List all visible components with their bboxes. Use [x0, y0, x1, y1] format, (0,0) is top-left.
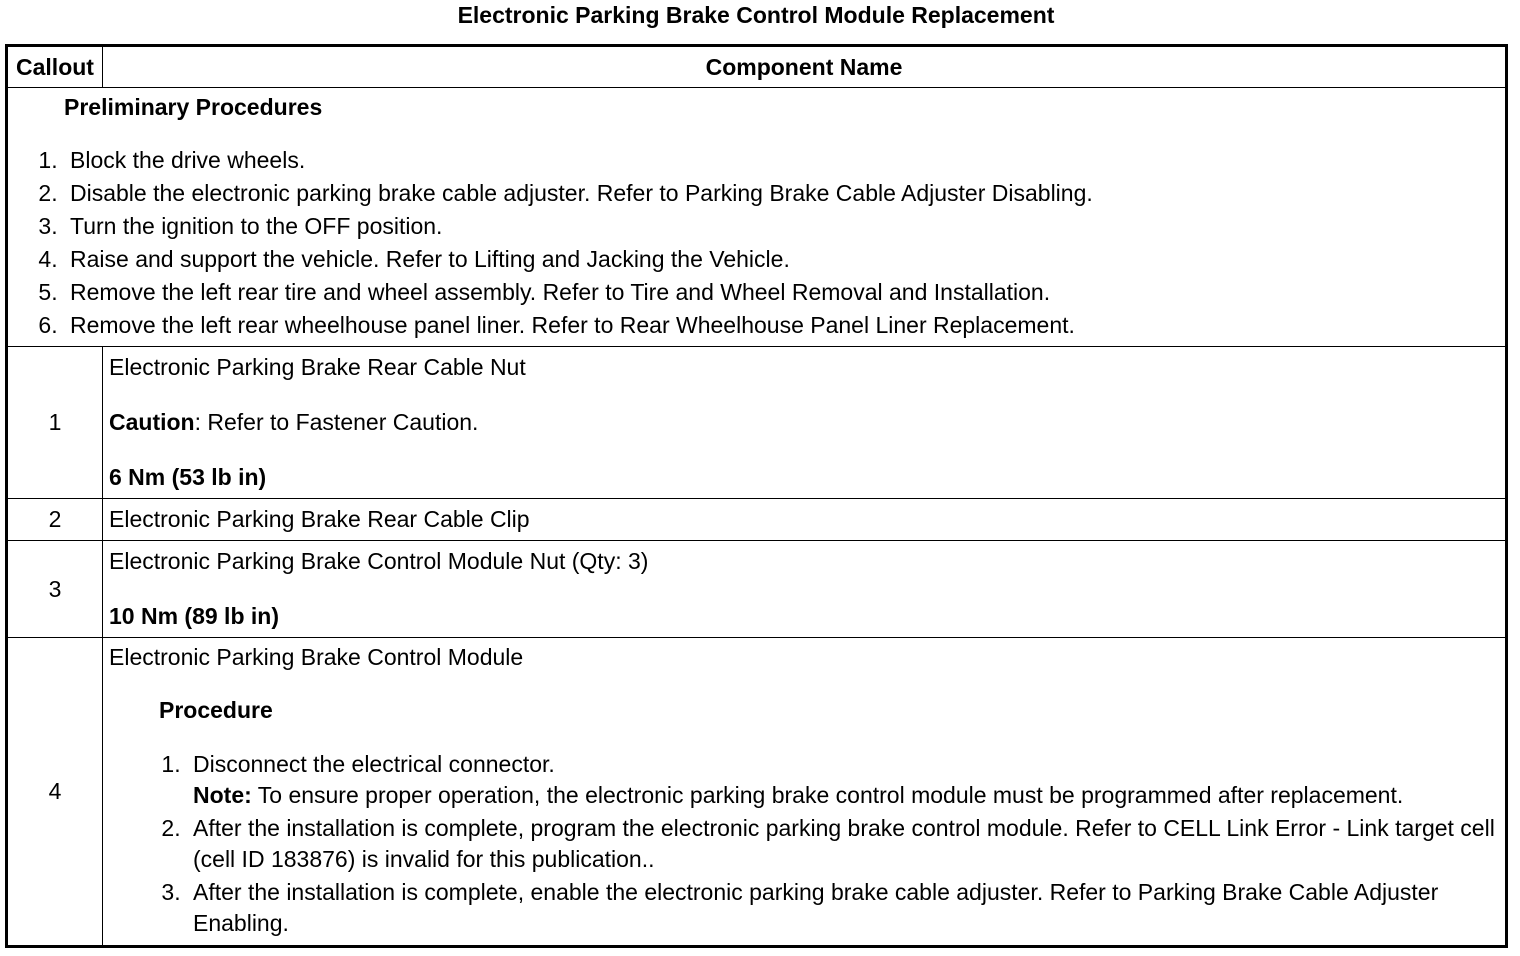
component-cell [103, 638, 1507, 947]
caution-line [109, 407, 1499, 438]
component-cell [103, 499, 1507, 541]
preliminary-heading: Preliminary Procedures [64, 94, 323, 120]
component-cell [103, 541, 1507, 638]
table-row [7, 347, 1507, 499]
step-text: Disconnect the electrical connector. [193, 751, 555, 777]
preliminary-row [7, 88, 1507, 347]
component-name: Electronic Parking Brake Control Module Nut (Qty: 3) [109, 548, 649, 574]
table-row [7, 541, 1507, 638]
page-title: Electronic Parking Brake Control Module Replacement [457, 2, 1055, 28]
list-item: 6. Remove the left rear wheelhouse panel liner. Refer to Rear Wheelhouse Panel Liner Replacement. [64, 309, 1499, 342]
torque-spec: 10 Nm (89 lb in) [109, 603, 279, 629]
component-name-header: Component Name [103, 46, 1507, 88]
list-item: 5. Remove the left rear tire and wheel assembly. Refer to Tire and Wheel Removal and Installation. [64, 276, 1499, 309]
component-name: Electronic Parking Brake Rear Cable Clip [109, 506, 530, 532]
table-header-row [7, 46, 1507, 88]
callout-cell: 1 [7, 347, 103, 499]
caution-label: Caution [109, 409, 195, 435]
preliminary-cell [7, 88, 1507, 347]
list-item [187, 749, 1499, 811]
caution-text: : Refer to Fastener Caution. [194, 409, 479, 435]
table-row [7, 499, 1507, 541]
list-item: 1. Block the drive wheels. [64, 144, 1499, 177]
list-item: 4. Raise and support the vehicle. Refer to Lifting and Jacking the Vehicle. [64, 243, 1499, 276]
component-cell [103, 347, 1507, 499]
list-item: 2. After the installation is complete, program the electronic parking brake control module. Refer to CELL Link Error - Link target cell (cell ID 183876) is invalid for this publication.. [187, 813, 1499, 875]
component-name: Electronic Parking Brake Rear Cable Nut [109, 354, 526, 380]
callout-header: Callout [7, 46, 103, 88]
callout-cell: 2 [7, 499, 103, 541]
torque-spec: 6 Nm (53 lb in) [109, 464, 267, 490]
table-row [7, 638, 1507, 947]
note-label: Note: [193, 782, 252, 808]
callout-cell: 3 [7, 541, 103, 638]
list-item: 3. Turn the ignition to the OFF position. [64, 210, 1499, 243]
callout-cell: 4 [7, 638, 103, 947]
procedure-steps [109, 749, 1499, 939]
preliminary-steps [14, 144, 1499, 342]
note-text: To ensure proper operation, the electronic parking brake control module must be programmed after replacement. [251, 782, 1404, 808]
procedure-heading: Procedure [159, 697, 273, 723]
component-name: Electronic Parking Brake Control Module [109, 644, 524, 670]
list-item: 3. After the installation is complete, enable the electronic parking brake cable adjuster. Refer to Parking Brake Cable Adjuster Enabling. [187, 877, 1499, 939]
list-item: 2. Disable the electronic parking brake cable adjuster. Refer to Parking Brake Cable Adjuster Disabling. [64, 177, 1499, 210]
component-table [5, 44, 1508, 948]
